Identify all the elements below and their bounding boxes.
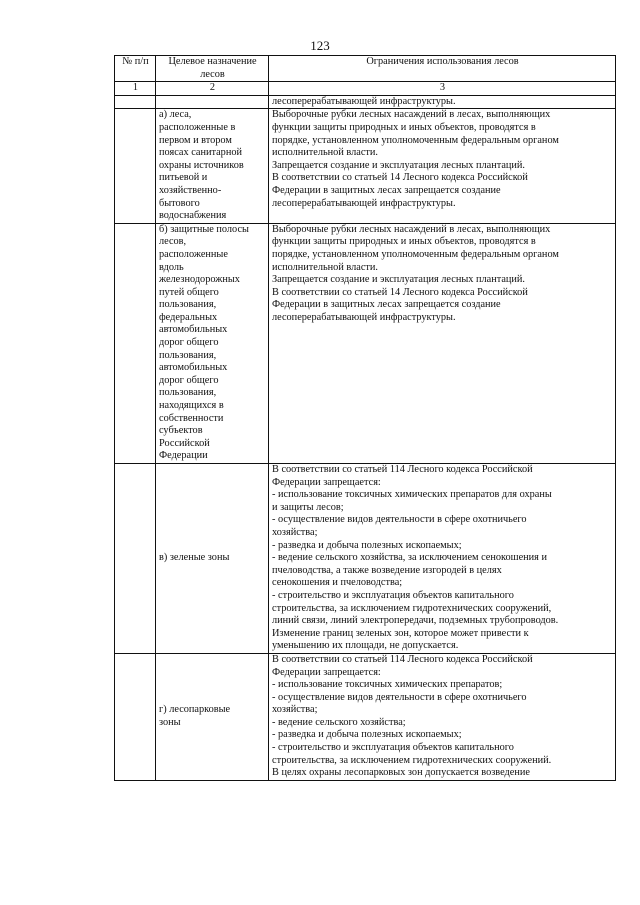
restriction-line: лесоперерабатывающей инфраструктуры. xyxy=(272,311,456,323)
restrictions-cell xyxy=(269,223,616,463)
restrictions-cell xyxy=(269,464,616,654)
restriction-line: пчеловодства, а также возведение изгородей в целях xyxy=(272,564,502,576)
purpose-line: пользования, xyxy=(159,387,217,399)
purpose-cell xyxy=(156,464,269,654)
restriction-line: - строительство и эксплуатация объектов капитального xyxy=(272,742,514,754)
restriction-line: - ведение сельского хозяйства; xyxy=(272,716,406,728)
restriction-line: уменьшению их площади, не допускается. xyxy=(272,640,459,652)
restrictions-cell xyxy=(269,109,616,223)
table-row xyxy=(115,223,616,463)
purpose-line: бытового xyxy=(159,197,200,209)
purpose-line: расположенные в xyxy=(159,121,236,133)
purpose-line: пользования, xyxy=(159,299,217,311)
restriction-line: В соответствии со статьей 14 Лесного кодекса Российской xyxy=(272,286,528,298)
restriction-line: Запрещается создание и эксплуатация лесных плантаций. xyxy=(272,274,526,286)
purpose-line: вдоль xyxy=(159,261,184,273)
column-number-3: 3 xyxy=(269,82,616,96)
purpose-line: в) зеленые зоны xyxy=(159,552,230,564)
restriction-line: Выборочные рубки лесных насаждений в лесах, выполняющих xyxy=(272,223,551,235)
purpose-line: водоснабжения xyxy=(159,210,227,222)
purpose-line: поясах санитарной xyxy=(159,147,242,159)
restriction-line: функции защиты природных и иных объектов, проводятся в xyxy=(272,121,536,133)
restriction-line: строительства, за исключением гидротехнических сооружений, xyxy=(272,602,552,614)
purpose-cell xyxy=(156,223,269,463)
restriction-line: Выборочные рубки лесных насаждений в лесах, выполняющих xyxy=(272,109,551,121)
restriction-line: и защиты лесов; xyxy=(272,501,344,513)
restriction-line: В целях охраны лесопарковых зон допускается возведение xyxy=(272,767,530,779)
purpose-line: федеральных xyxy=(159,311,218,323)
restriction-line: Запрещается создание и эксплуатация лесных плантаций. xyxy=(272,159,526,171)
restriction-line: Федерации запрещается: xyxy=(272,476,381,488)
purpose-line: Федерации xyxy=(159,450,208,462)
purpose-line: собственности xyxy=(159,412,224,424)
restriction-line: исполнительной власти. xyxy=(272,261,379,273)
restriction-line: лесоперерабатывающей инфраструктуры. xyxy=(272,197,456,209)
restriction-line: Федерации в защитных лесах запрещается создание xyxy=(272,184,501,196)
restriction-line: порядке, установленном уполномоченным федеральным органом xyxy=(272,248,559,260)
purpose-line: лесов, xyxy=(159,236,187,248)
row-number-cell xyxy=(115,109,156,223)
restriction-line: - ведение сельского хозяйства, за исключением сенокошения и xyxy=(272,552,547,564)
restriction-line: Федерации запрещается: xyxy=(272,666,381,678)
row-number-cell xyxy=(115,653,156,780)
restriction-line: хозяйства; xyxy=(272,704,318,716)
purpose-line: охраны источников xyxy=(159,159,244,171)
restriction-line: В соответствии со статьей 14 Лесного кодекса Российской xyxy=(272,172,528,184)
row-number-cell xyxy=(115,464,156,654)
purpose-line: дорог общего xyxy=(159,374,219,386)
restriction-line: В соответствии со статьей 114 Лесного кодекса Российской xyxy=(272,464,533,475)
purpose-line: первом и втором xyxy=(159,134,232,146)
purpose-line: хозяйственно- xyxy=(159,184,222,196)
header-restrictions: Ограничения использования лесов xyxy=(269,56,616,82)
restriction-line: Изменение границ зеленых зон, которое может привести к xyxy=(272,627,529,639)
restriction-line: хозяйства; xyxy=(272,526,318,538)
column-number-2: 2 xyxy=(156,82,269,96)
purpose-line: а) леса, xyxy=(159,109,192,121)
column-number-row xyxy=(115,82,616,96)
row-number-cell xyxy=(115,95,156,109)
purpose-line: субъектов xyxy=(159,425,203,437)
row-number-cell xyxy=(115,223,156,463)
purpose-line: путей общего xyxy=(159,286,219,298)
restriction-line: линий связи, линий электропередачи, подземных трубопроводов. xyxy=(272,615,559,627)
header-number: № п/п xyxy=(115,56,156,82)
purpose-cell xyxy=(156,109,269,223)
table-row xyxy=(115,464,616,654)
purpose-line: питьевой и xyxy=(159,172,208,184)
restriction-line: лесоперерабатывающей инфраструктуры. xyxy=(272,95,456,107)
purpose-line: б) защитные полосы xyxy=(159,223,249,235)
page-number: 123 xyxy=(310,38,330,53)
purpose-line: г) лесопарковые xyxy=(159,704,231,716)
restriction-line: - осуществление видов деятельности в сфере охотничьего xyxy=(272,514,527,526)
purpose-line: находящихся в xyxy=(159,400,224,412)
restriction-line: исполнительной власти. xyxy=(272,147,379,159)
purpose-line: пользования, xyxy=(159,349,217,361)
purpose-line: зоны xyxy=(159,716,181,728)
table-header-row xyxy=(115,56,616,82)
forest-restrictions-table xyxy=(114,55,616,781)
restriction-line: - осуществление видов деятельности в сфере охотничьего xyxy=(272,691,527,703)
purpose-cell xyxy=(156,95,269,109)
header-purpose: Целевое назначение лесов xyxy=(156,56,269,82)
restriction-line: - строительство и эксплуатация объектов капитального xyxy=(272,589,514,601)
restrictions-cell xyxy=(269,95,616,109)
table-row xyxy=(115,95,616,109)
restriction-line: функции защиты природных и иных объектов, проводятся в xyxy=(272,236,536,248)
restriction-line: - разведка и добыча полезных ископаемых; xyxy=(272,539,462,551)
purpose-line: расположенные xyxy=(159,248,228,260)
purpose-line: железнодорожных xyxy=(159,274,240,286)
column-number-1: 1 xyxy=(115,82,156,96)
table-row xyxy=(115,653,616,780)
purpose-line: автомобильных xyxy=(159,324,228,336)
restriction-line: - использование токсичных химических препаратов; xyxy=(272,679,503,691)
restriction-line: сенокошения и пчеловодства; xyxy=(272,577,403,589)
purpose-line: дорог общего xyxy=(159,337,219,349)
table-row xyxy=(115,109,616,223)
restriction-line: - использование токсичных химических препаратов для охраны xyxy=(272,489,552,501)
purpose-line: автомобильных xyxy=(159,362,228,374)
restriction-line: - разведка и добыча полезных ископаемых; xyxy=(272,729,462,741)
purpose-cell xyxy=(156,653,269,780)
restrictions-cell xyxy=(269,653,616,780)
restriction-line: Федерации в защитных лесах запрещается создание xyxy=(272,299,501,311)
restriction-line: строительства, за исключением гидротехнических сооружений. xyxy=(272,754,552,766)
purpose-line: Российской xyxy=(159,437,210,449)
restriction-line: порядке, установленном уполномоченным федеральным органом xyxy=(272,134,559,146)
restriction-line: В соответствии со статьей 114 Лесного кодекса Российской xyxy=(272,653,533,665)
